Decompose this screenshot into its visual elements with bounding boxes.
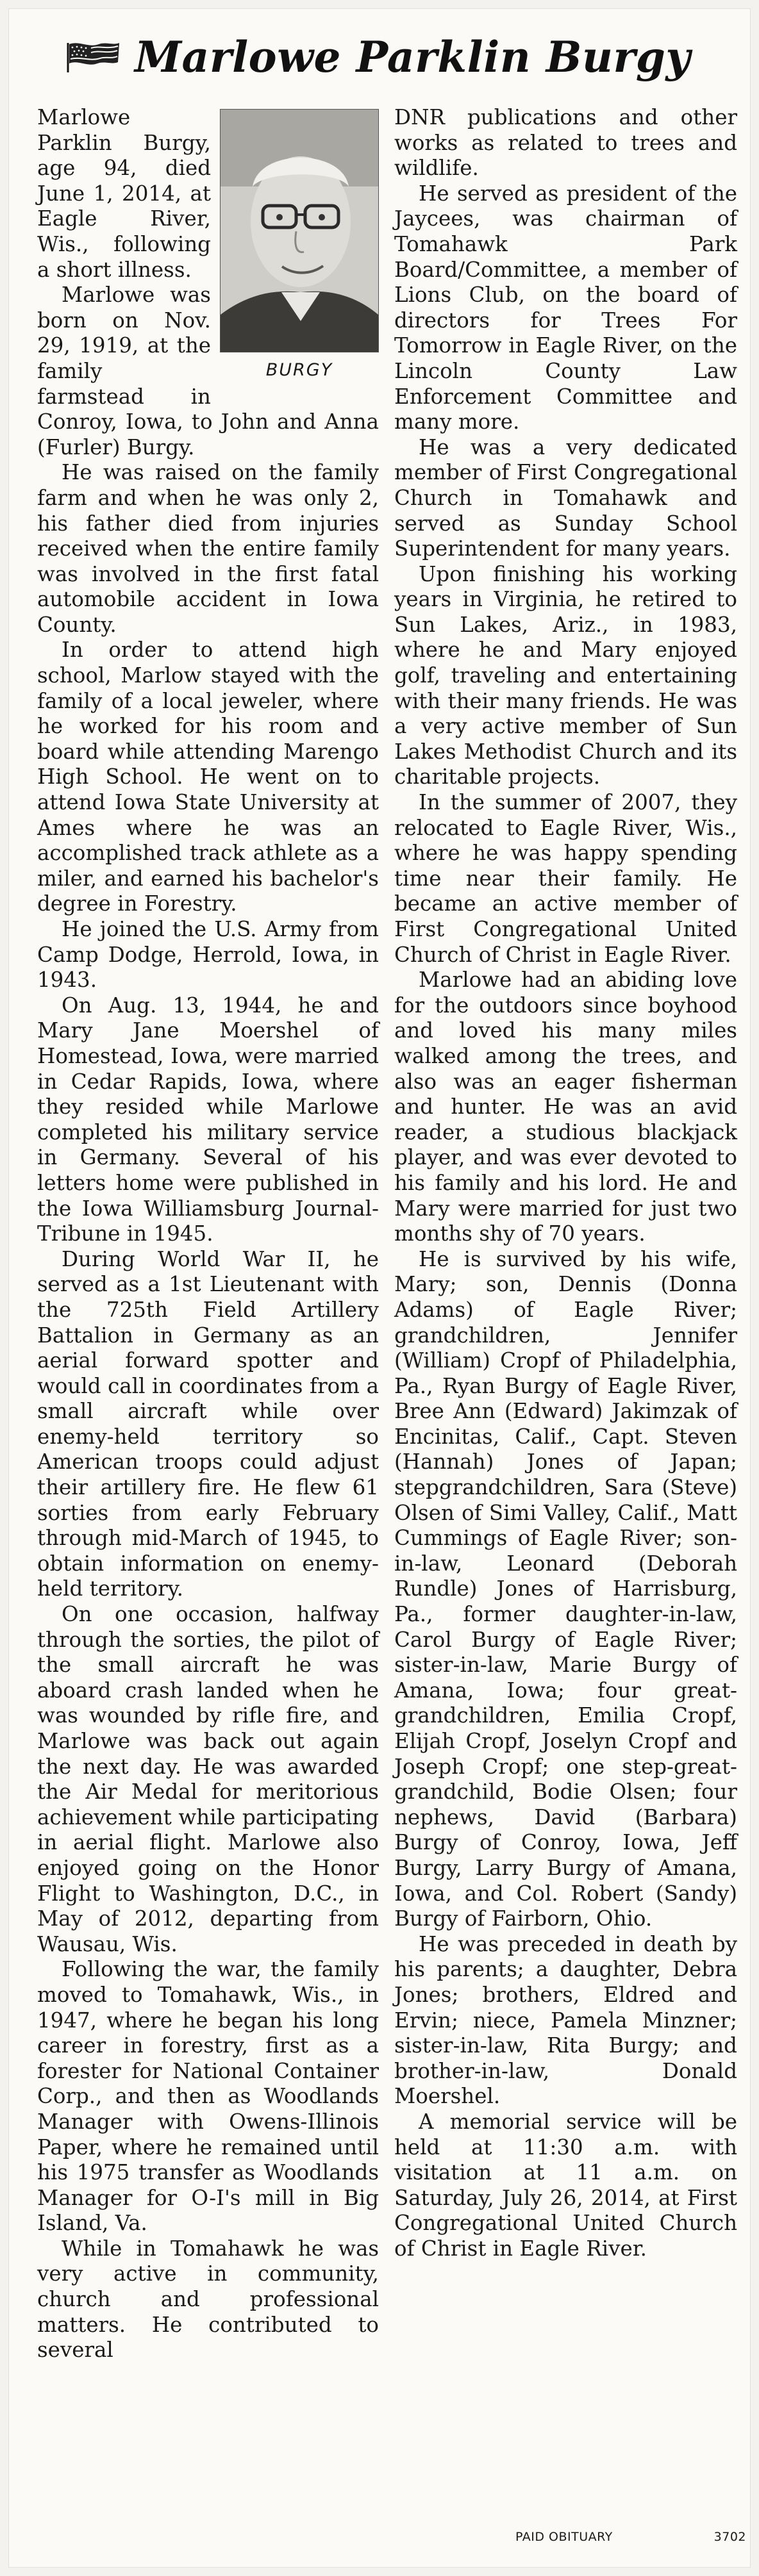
right-column — [394, 105, 737, 2261]
paragraph: He was preceded in death by his parents; a daughter, Debra Jones; brothers, Eldred and Ervin; niece, Pamela Minzner; sister-in-law, Rita Burgy; and brother-in-law, Donald Moershel. — [394, 1931, 737, 2109]
paragraph: He was a very dedicated member of First Congregational Church in Tomahawk and served as Sunday School Superintendent for many years. — [394, 434, 737, 561]
paragraph: Upon finishing his working years in Virginia, he retired to Sun Lakes, Ariz., in 1983, where he and Mary enjoyed golf, traveling and entertaining with their many friends. He was a very active member of Sun Lakes Methodist Church and its charitable projects. — [394, 561, 737, 789]
paragraph: During World War II, he served as a 1st Lieutenant with the 725th Field Artillery Battalion in Germany as an aerial forward spotter and would call in coordinates from a small aircraft while over enemy-held territory so American troops could adjust their artillery fire. He flew 61 sorties from early February through mid-March of 1945, to obtain information on enemy-held territory. — [37, 1246, 379, 1601]
paragraph: Marlowe had an abiding love for the outdoors since boyhood and loved his many miles walked among the trees, and also was an eager fisherman and hunter. He was an avid reader, a studious blackjack player, and was ever devoted to his family and his lord. He and Mary were married for just two months shy of 70 years. — [394, 968, 737, 1246]
paragraph: While in Tomahawk he was very active in community, church and professional matters. He contributed to several — [37, 2236, 379, 2363]
paragraph: He is survived by his wife, Mary; son, Dennis (Donna Adams) of Eagle River; grandchildren, Jennifer (William) Cropf of Philadelphia, Pa., Ryan Burgy of Eagle River, Bree Ann (Edward) Jakimzak of Encinitas, Calif., Capt. Steven (Hannah) Jones of Japan; stepgrandchildren, Sara (Steve) Olsen of Simi Valley, Calif., Matt Cummings of Eagle River; son-in-law, Leonard (Deborah Rundle) Jones of Harrisburg, Pa., former daughter-in-law, Carol Burgy of Eagle River; sister-in-law, Marie Burgy of Amana, Iowa; four great-grandchildren, Emilia Cropf, Elijah Cropf, Joselyn Cropf and Joseph Cropf; one step-great-grandchild, Bodie Olsen; four nephews, David (Barbara) Burgy of Conroy, Iowa, Jeff Burgy, Larry Burgy of Amana, Iowa, and Col. Robert (Sandy) Burgy of Fairborn, Ohio. — [394, 1246, 737, 1931]
portrait-illustration — [221, 110, 378, 352]
paragraph: On one occasion, halfway through the sorties, the pilot of the small aircraft he was aboard crash landed when he was wounded by rifle fire, and Marlowe was back out again the next day. He was awarded the Air Medal for meritorious achievement while participating in aerial flight. Marlowe also enjoyed going on the Honor Flight to Washington, D.C., in May of 2012, departing from Wausau, Wis. — [37, 1602, 379, 1956]
header — [67, 32, 691, 82]
paid-obituary-label: PAID OBITUARY — [515, 2530, 613, 2544]
flag-icon — [67, 40, 121, 74]
ad-code: 3702 — [713, 2530, 746, 2544]
paragraph: He was raised on the family farm and when he was only 2, his father died from injuries received when the entire family was involved in the first fatal automobile accident in Iowa County. — [37, 460, 379, 637]
paragraph: Marlowe Parklin Burgy, age 94, died June 1, 2014, at Eagle River, Wis., following a short illness. — [37, 105, 211, 282]
paragraph: In the summer of 2007, they relocated to Eagle River, Wis., where he was happy spending time near their family. He became an active member of First Congregational United Church of Christ in Eagle River. — [394, 790, 737, 967]
photo-caption: BURGY — [265, 360, 333, 380]
portrait-photo — [220, 109, 379, 352]
paragraph: On Aug. 13, 1944, he and Mary Jane Moershel of Homestead, Iowa, were married in Cedar Rapids, Iowa, where they resided while Marlowe completed his military service in Germany. Several of his letters home were published in the Iowa Williamsburg Journal-Tribune in 1945. — [37, 993, 379, 1246]
portrait — [220, 109, 379, 383]
paragraph: He served as president of the Jaycees, was chairman of Tomahawk Park Board/Committee, a member of Lions Club, on the board of directors for Trees For Tomorrow in Eagle River, on the Lincoln County Law Enforcement Committee and many more. — [394, 181, 737, 434]
footer — [515, 2530, 746, 2544]
paragraph: In order to attend high school, Marlow stayed with the family of a local jeweler, where he worked for his room and board while attending Marengo High School. He went on to attend Iowa State University at Ames where he was an accomplished track athlete as a miler, and earned his bachelor's degree in Forestry. — [37, 638, 379, 916]
obituary-page — [9, 9, 750, 2567]
paragraph: A memorial service will be held at 11:30 a.m. with visitation at 11 a.m. on Saturday, July 26, 2014, at First Congregational United Church of Christ in Eagle River. — [394, 2109, 737, 2261]
left-column — [37, 105, 379, 2363]
paragraph: He joined the U.S. Army from Camp Dodge, Herrold, Iowa, in 1943. — [37, 917, 379, 993]
paragraph: DNR publications and other works as related to trees and wildlife. — [394, 105, 737, 181]
paragraph: Marlowe was born on Nov. 29, 1919, at the family farmstead in Conroy, Iowa, to John and Anna (Furler) Burgy. — [37, 283, 379, 459]
page-title: Marlowe Parklin Burgy — [135, 32, 691, 82]
paragraph: Following the war, the family moved to Tomahawk, Wis., in 1947, where he began his long career in forestry, first as a forester for National Container Corp., and then as Woodlands Manager with Owens-Illinois Paper, where he remained until his 1975 transfer as Woodlands Manager for O-I's mill in Big Island, Va. — [37, 1957, 379, 2236]
